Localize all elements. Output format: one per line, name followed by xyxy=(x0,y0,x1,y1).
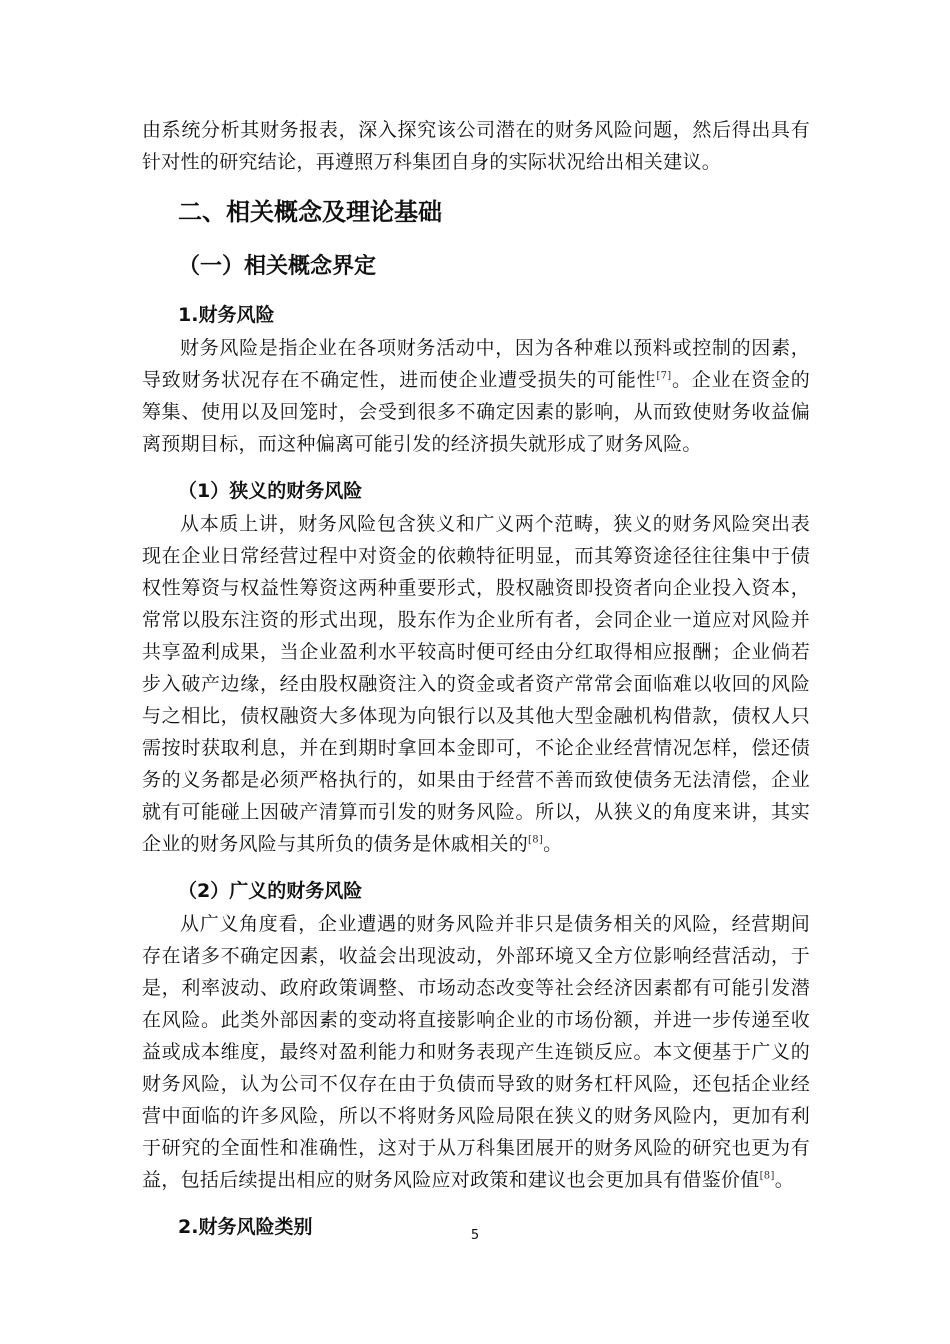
item-heading-narrow-risk: （1）狭义的财务风险 xyxy=(178,480,363,502)
citation: [8] xyxy=(759,1170,775,1182)
paragraph-text: 财务风险是指企业在各项财务活动中，因为各种难以预料或控制的因素，导致财务状况存在不确定性，进而使企业遭受损失的可能性 xyxy=(142,337,810,391)
citation: [7] xyxy=(656,370,672,382)
broad-risk-paragraph xyxy=(142,908,810,1196)
narrow-risk-paragraph xyxy=(142,508,810,860)
financial-risk-definition-paragraph xyxy=(142,332,810,460)
paragraph-text: 从广义角度看，企业遭遇的财务风险并非只是债务相关的风险，经营期间存在诸多不确定因素，收益会出现波动，外部环境又全方位影响经营活动，于是，利率波动、政府政策调整、市场动态改变等社会经济因素都有可能引发潜在风险。此类外部因素的变动将直接影响企业的市场份额，并进一步传递至收益或成本维度，最终对盈利能力和财务表现产生连锁反应。本文便基于广义的财务风险，认为公司不仅存在由于负债而导致的财务杠杆风险，还包括企业经营中面临的许多风险，所以不将财务风险局限在狭义的财务风险内，更加有利于研究的全面性和准确性，这对于从万科集团展开的财务风险的研究也更为有益，包括后续提出相应的财务风险应对政策和建议也会更加具有借鉴价值 xyxy=(142,913,810,1191)
citation: [8] xyxy=(528,834,544,846)
page-content xyxy=(142,114,810,1244)
paragraph-text: 。 xyxy=(543,833,563,855)
paragraph-text: 。企业在资金的筹集、使用以及回笼时，会受到很多不确定因素的影响，从而致使财务收益偏离预期目标，而这种偏离可能引发的经济损失就形成了财务风险。 xyxy=(142,369,810,455)
item-heading-broad-risk: （2）广义的财务风险 xyxy=(178,880,363,902)
paragraph-text: 。 xyxy=(774,1169,794,1191)
subsection-heading: （一）相关概念界定 xyxy=(178,254,377,279)
section-heading: 二、相关概念及理论基础 xyxy=(178,198,442,226)
item-heading-financial-risk: 1.财务风险 xyxy=(178,304,275,326)
paragraph-text: 从本质上讲，财务风险包含狭义和广义两个范畴，狭义的财务风险突出表现在企业日常经营过程中对资金的依赖特征明显，而其筹资途径往往集中于债权性筹资与权益性筹资这两种重要形式，股权融资即投资者向企业投入资本，常常以股东注资的形式出现，股东作为企业所有者，会同企业一道应对风险并共享盈利成果，当企业盈利水平较高时便可经由分红取得相应报酬；企业倘若步入破产边缘，经由股权融资注入的资金或者资产常常会面临难以收回的风险与之相比，债权融资大多体现为向银行以及其他大型金融机构借款，债权人只需按时获取利息，并在到期时拿回本金即可，不论企业经营情况怎样，偿还债务的义务都是必须严格执行的，如果由于经营不善而致使债务无法清偿，企业就有可能碰上因破产清算而引发的财务风险。所以，从狭义的角度来讲，其实企业的财务风险与其所负的债务是休戚相关的 xyxy=(142,513,810,855)
page-number: 5 xyxy=(470,1228,480,1243)
intro-paragraph: 由系统分析其财务报表，深入探究该公司潜在的财务风险问题，然后得出具有针对性的研究结论，再遵照万科集团自身的实际状况给出相关建议。 xyxy=(142,119,810,173)
item-heading-risk-categories: 2.财务风险类别 xyxy=(178,1216,313,1238)
